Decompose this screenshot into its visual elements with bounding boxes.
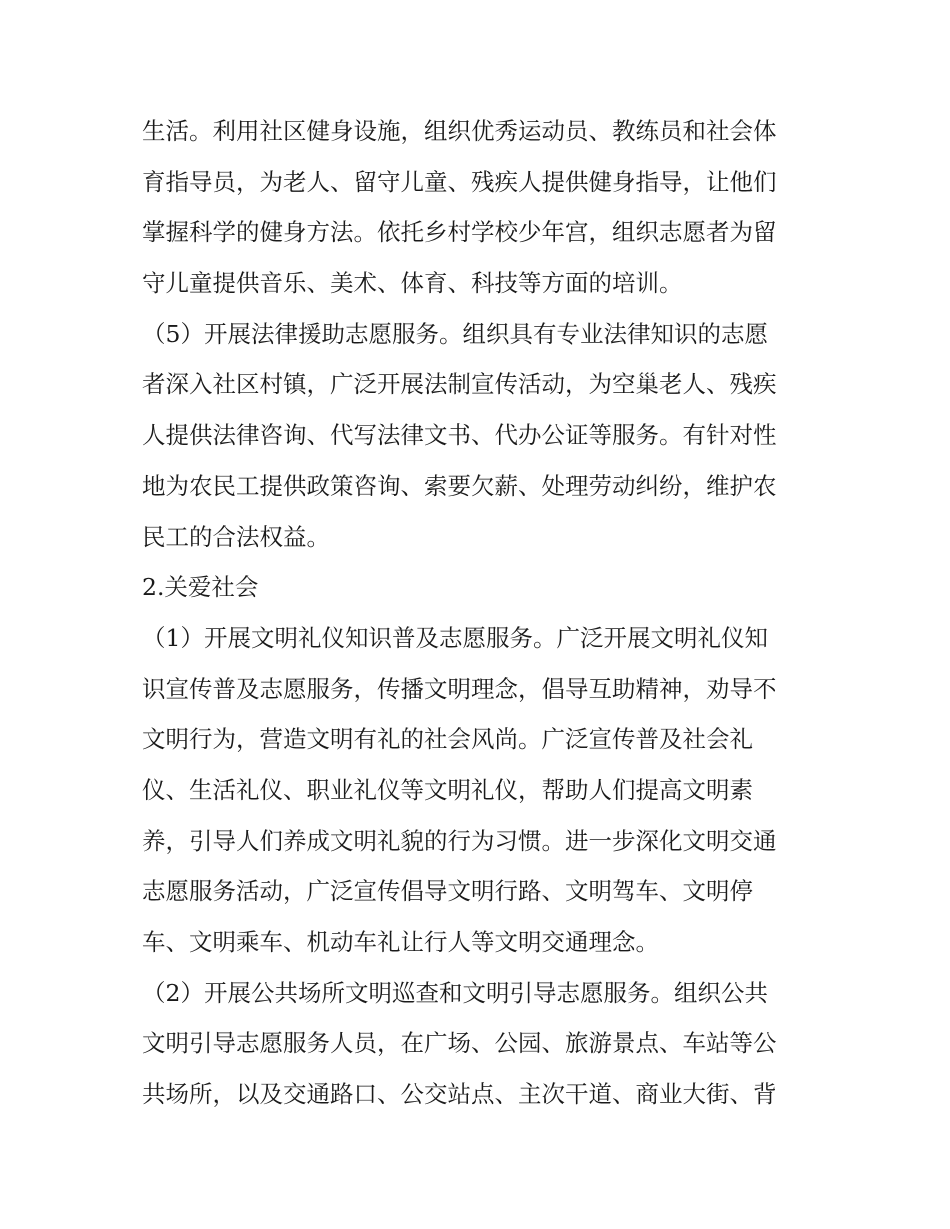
text-line: 者深入社区村镇，广泛开展法制宣传活动，为空巢老人、残疾 [142, 370, 777, 399]
text-line: 育指导员，为老人、留守儿童、残疾人提供健身指导，让他们 [142, 167, 777, 196]
text-line: 仪、生活礼仪、职业礼仪等文明礼仪，帮助人们提高文明素 [142, 775, 753, 804]
section-heading: 2.关爱社会 [142, 573, 259, 602]
text-line: 掌握科学的健身方法。依托乡村学校少年宫，组织志愿者为留 [142, 218, 777, 247]
text-line: 地为农民工提供政策咨询、索要欠薪、处理劳动纠纷，维护农 [142, 471, 777, 500]
text-line: （1）开展文明礼仪知识普及志愿服务。广泛开展文明礼仪知 [142, 623, 768, 652]
text-line: 车、文明乘车、机动车礼让行人等文明交通理念。 [142, 928, 659, 956]
text-line: 识宣传普及志愿服务，传播文明理念，倡导互助精神，劝导不 [142, 674, 777, 703]
text-line: 生活。利用社区健身设施，组织优秀运动员、教练员和社会体 [142, 117, 777, 145]
text-line: 文明引导志愿服务人员，在广场、公园、旅游景点、车站等公 [142, 1029, 777, 1058]
text-line: 志愿服务活动，广泛宣传倡导文明行路、文明驾车、文明停 [142, 877, 753, 906]
text-line: （2）开展公共场所文明巡查和文明引导志愿服务。组织公共 [142, 978, 768, 1007]
text-line: 守儿童提供音乐、美术、体育、科技等方面的培训。 [142, 269, 683, 298]
text-line: 人提供法律咨询、代写法律文书、代办公证等服务。有针对性 [142, 421, 777, 450]
text-line: 文明行为，营造文明有礼的社会风尚。广泛宣传普及社会礼 [142, 725, 753, 754]
text-line: 养，引导人们养成文明礼貌的行为习惯。进一步深化文明交通 [142, 826, 777, 855]
text-line: 民工的合法权益。 [142, 522, 330, 551]
text-line: （5）开展法律援助志愿服务。组织具有专业法律知识的志愿 [142, 319, 768, 348]
text-line: 共场所，以及交通路口、公交站点、主次干道、商业大街、背 [142, 1080, 777, 1109]
document-body [142, 106, 822, 1120]
